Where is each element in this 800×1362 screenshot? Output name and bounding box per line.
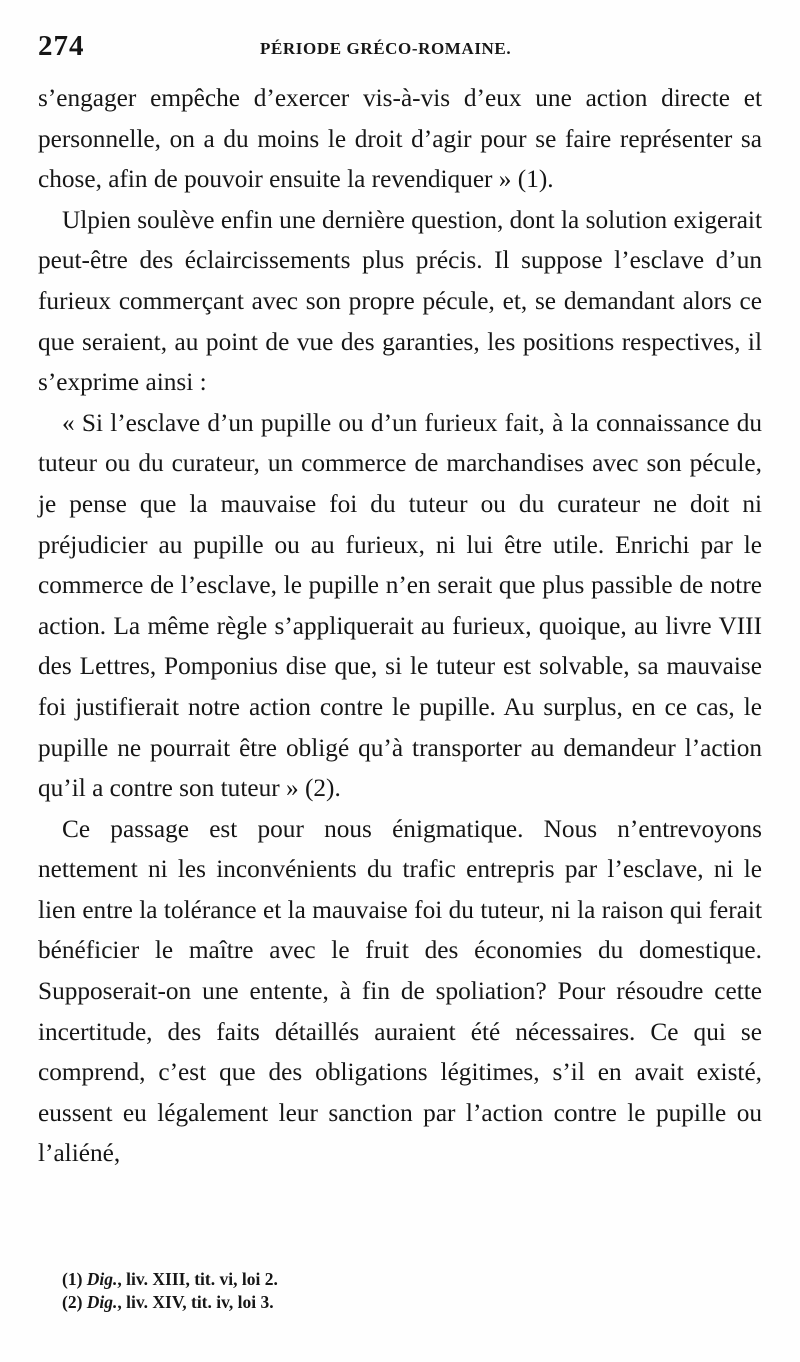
footnote-reference: , liv. XIV, tit. iv, loi 3. [117,1292,274,1312]
page-number: 274 [38,30,85,62]
page-header [38,30,762,66]
quote-paragraph: « Si l’esclave d’un pupille ou d’un furieux fait, à la connaissance du tuteur ou du curateur, un commerce de marchandises avec son pécule, je pense que la mauvaise foi du tuteur ou du curateur ne doit ni préjudicier au pupille ou au furieux, ni lui être utile. Enrichi par le commerce de l’esclave, le pupille n’en serait que plus passible de notre action. La même règle s’appliquerait au furieux, quoique, au livre VIII des Lettres, Pomponius dise que, si le tuteur est solvable, sa mauvaise foi justifierait notre action contre le pupille. Au surplus, en ce cas, le pupille ne pourrait être obligé qu’à transporter au demandeur l’action qu’il a contre son tuteur » (2). [38,408,762,803]
running-head: PÉRIODE GRÉCO-ROMAINE. [260,39,512,58]
footnote-work: Dig. [86,1269,118,1289]
paragraph: Ulpien soulève enfin une dernière question, dont la solution exigerait peut-être des éclaircissements plus précis. Il suppose l’esclave d’un furieux commerçant avec son propre pécule, et, se demandant alors ce que seraient, au point de vue des garanties, les positions respectives, il s’exprime ainsi : [38,205,762,397]
paragraph: Ce passage est pour nous énigmatique. Nous n’entrevoyons nettement ni les inconvénients du trafic entrepris par l’esclave, ni le lien entre la tolérance et la mauvaise foi du tuteur, ni la raison qui ferait bénéficier le maître avec le fruit des économies du domestique. Supposerait-on une entente, à fin de spoliation? Pour résoudre cette incertitude, des faits détaillés auraient été nécessaires. Ce qui se comprend, c’est que des obligations légitimes, s’il en avait existé, eussent eu légalement leur sanction par l’action contre le pupille ou l’aliéné, [38,814,762,1168]
footnote-reference: , liv. XIII, tit. vi, loi 2. [117,1269,278,1289]
footnote [62,1291,762,1314]
footnote [62,1268,762,1291]
footnote-marker: (1) [62,1269,83,1289]
footnote-work: Dig. [86,1292,118,1312]
paragraph: s’engager empêche d’exercer vis-à-vis d’eux une action directe et personnelle, on a du moins le droit d’agir pour se faire représenter sa chose, afin de pouvoir ensuite la revendiquer » (1). [38,84,762,194]
footnotes [62,1268,762,1314]
body-text [38,78,762,1174]
footnote-marker: (2) [62,1292,83,1312]
